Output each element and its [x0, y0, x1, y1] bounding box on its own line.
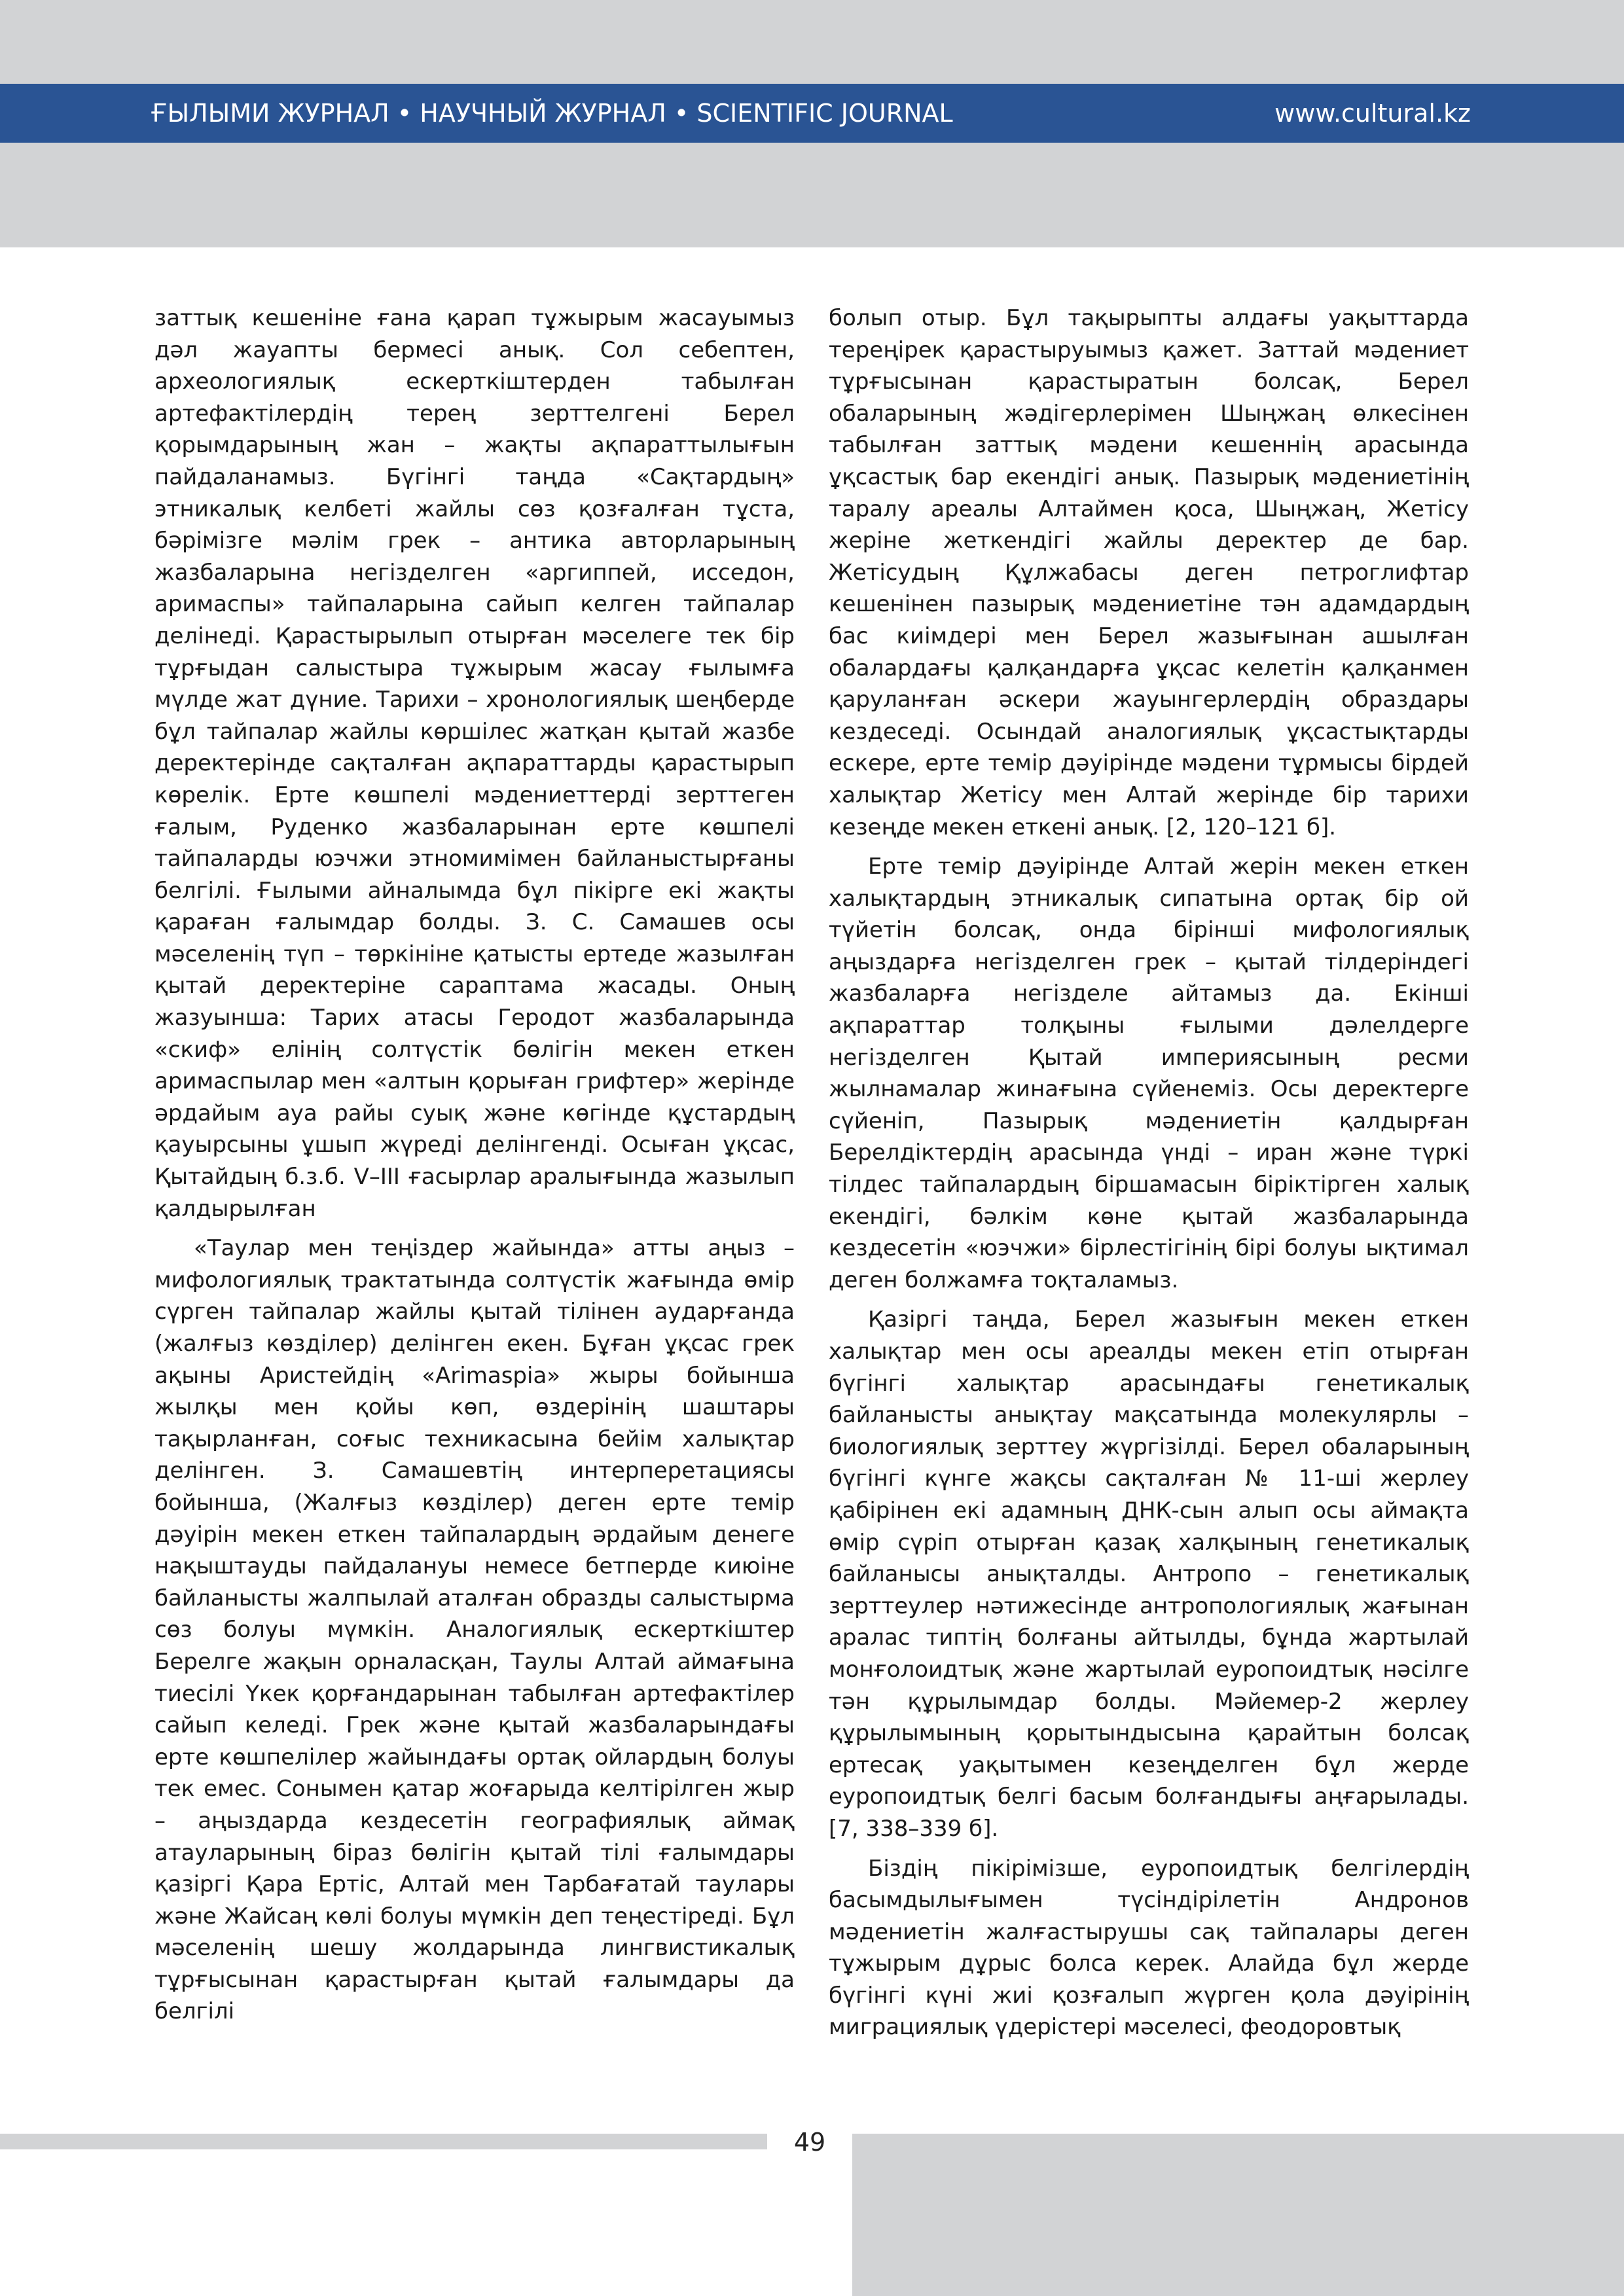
- page-number: 49: [793, 2128, 826, 2157]
- paragraph: заттық кешеніне ғана қарап тұжырым жасауымыз дәл жауапты бермесі анық. Сол себептен, археологиялық ескерткіштерден табылған артефактілердің терең зерттелгені Берел қорымдарының жан – жақты ақпараттылығын пайдаланамыз. Бүгінгі таңда «Сақтардың» этникалық келбеті жайлы сөз қозғалған тұста, бәрімізге мәлім грек – антика авторларының жазбаларына негізделген «аргиппей, исседон, аримаспы» тайпаларына сайып келген тайпалар делінеді. Қарастырылып отырған мәселеге тек бір тұрғыдан салыстыра тұжырым жасау ғылымға мүлде жат дүние. Тарихи – хронологиялық шеңберде бұл тайпалар жайлы көршілес жатқан қытай жазбе деректерінде сақталған ақпараттарды қарастырып көрелік. Ерте көшпелі мәдениеттерді зерттеген ғалым, Руденко жазбаларынан ерте көшпелі тайпаларды юэчжи этномимімен байланыстырғаны белгілі. Ғылыми айналымда бұл пікірге екі жақты қараған ғалымдар болды. З. С. Самашев осы мәселенің түп – төркініне қатысты ертеде жазылған қытай деректеріне сараптама жасады. Оның жазуынша: Тарих атасы Геродот жазбаларында «скиф» елінің солтүстік бөлігін мекен еткен аримаспылар мен «алтын қорыған грифтер» жерінде әрдайым ауа райы суық және көгінде құстардың қауырсыны ұшып жүреді делінгенді. Осыған ұқсас, Қытайдың б.з.б. V–III ғасырлар аралығында жазылып қалдырылған: [154, 305, 795, 1222]
- left-column: [154, 302, 795, 2036]
- paragraph: болып отыр. Бұл тақырыпты алдағы уақыттарда тереңірек қарастыруымыз қажет. Заттай мәдениет тұрғысынан қарастыратын болсақ, Берел обаларының жәдігерлерімен Шыңжаң өлкесінен табылған заттық мәдени кешеннің арасында ұқсастық бар екендігі анық. Пазырық мәдениетінің таралу ареалы Алтаймен қоса, Шыңжаң, Жетісу жеріне жеткендігі жайлы деректер де бар. Жетісудың Құлжабасы деген петроглифтар кешенінен пазырық мәдениетіне тән адамдардың бас киімдері мен Берел жазығынан ашылған обалардағы қалқандарға ұқсас келетін қалқанмен қаруланған әскери жауынгерлердің образдары кездеседі. Осындай аналогиялық ұқсастықтарды ескере, ерте темір дәуірінде мәдени тұрмысы бірдей халықтар Жетісу мен Алтай жерінде бір тарихи кезеңде мекен еткені анық. [2, 120–121 б].: [829, 305, 1469, 840]
- paragraph: Біздің пікірімізше, еуропоидтық белгілердің басымдылығымен түсіндірілетін Андронов мәдениетін жалғастырушы сақ тайпалары деген тұжырым дұрыс болса керек. Алайда бұл жерде бүгінгі күні жиі қозғалып жүрген қола дәуірінің миграциялық үдерістері мәселесі, феодоровтық: [829, 1855, 1469, 2041]
- website-link[interactable]: www.cultural.kz: [1274, 99, 1471, 128]
- paragraph: «Таулар мен теңіздер жайында» атты аңыз – мифологиялық трактатында солтүстік жағында өмір сүрген тайпалар жайлы қытай тілінен аударғанда (жалғыз көзділер) делінген екен. Бұған ұқсас грек ақыны Аристейдің «Arimaspia» жыры бойынша жылқы мен қойы көп, өздерінің шаштары тақырланған, соғыс техникасына бейім халықтар делінген. З. Самашевтің интерперетациясы бойынша, (Жалғыз көзділер) деген ерте темір дәуірін мекен еткен тайпалардың әрдайым денеге нақыштауды пайдалануы немесе бетперде киюіне байланысты жалпылай аталған образды салыстырма сөз болуы мүмкін. Аналогиялық ескерткіштер Берелге жақын орналасқан, Таулы Алтай аймағына тиесілі Үкек қорғандарынан табылған артефактілер сайып келеді. Грек және қытай жазбаларындағы ерте көшпелілер жайындағы ортақ ойлардың болуы тек емес. Сонымен қатар жоғарыда келтірілген жыр – аңыздарда кездесетін географиялық аймақ атауларының біраз бөлігін қытай тілі ғалымдары қазіргі Қара Ертіс, Алтай мен Тарбағатай таулары және Жайсаң көлі болуы мүмкін деп теңестіреді. Бұл мәселенің шешу жолдарында лингвистикалық тұрғысынан қарастырған қытай ғалымдары да белгілі: [154, 1235, 795, 2025]
- paragraph: Ерте темір дәуірінде Алтай жерін мекен еткен халықтардың этникалық сипатына ортақ бір ой түйетін болсақ, онда бірінші мифологиялық аңыздарға негізделген грек – қытай тілдеріндегі жазбаларға негізделе айтамыз да. Екінші ақпараттар толқыны ғылыми дәлелдерге негізделген Қытай империясының ресми жылнамалар жинағына сүйенеміз. Осы деректерге сүйеніп, Пазырық мәдениетін қалдырған Берелдіктердің арасында үнді – иран және түркі тілдес тайпалардың біршамасын біріктірген халық екендігі, бәлкім көне қытай жазбаларында кездесетін «юэчжи» бірлестігінің бірі болуы ықтимал деген болжамға тоқталамыз.: [829, 853, 1469, 1293]
- footer-gray-block: [852, 2134, 1624, 2296]
- footer-bar: [0, 2134, 767, 2149]
- paragraph: Қазіргі таңда, Берел жазығын мекен еткен халықтар мен осы ареалды мекен етіп отырған бүгінгі халықтар арасындағы генетикалық байланысты анықтау мақсатында молекулярлы – биологиялық зерттеу жүргізілді. Берел обаларының бүгінгі күнге жақсы сақталған № 11-ші жерлеу қабірінен екі адамның ДНК-сын алып осы аймақта өмір сүріп отырған қазақ халқының генетикалық байланысы анықталды. Антропо – генетикалық зерттеулер нәтижесінде антропологиялық жағынан аралас типтің болғаны айтылды, бұнда жартылай монғолоидтық және жартылай еуропоидтық нәсілге тән құрылымдар болды. Мәйемер-2 жерлеу құрылымының қорытындысына қарайтын болсақ ертесақ уақытымен кезеңделген бұл жерде еуропоидтық белгі басым болғандығы аңғарылады. [7, 338–339 б].: [829, 1306, 1469, 1842]
- journal-header: [0, 84, 1624, 143]
- right-column: [829, 302, 1469, 2051]
- journal-title: ҒЫЛЫМИ ЖУРНАЛ • НАУЧНЫЙ ЖУРНАЛ • SCIENTIFIC JOURNAL: [151, 99, 953, 128]
